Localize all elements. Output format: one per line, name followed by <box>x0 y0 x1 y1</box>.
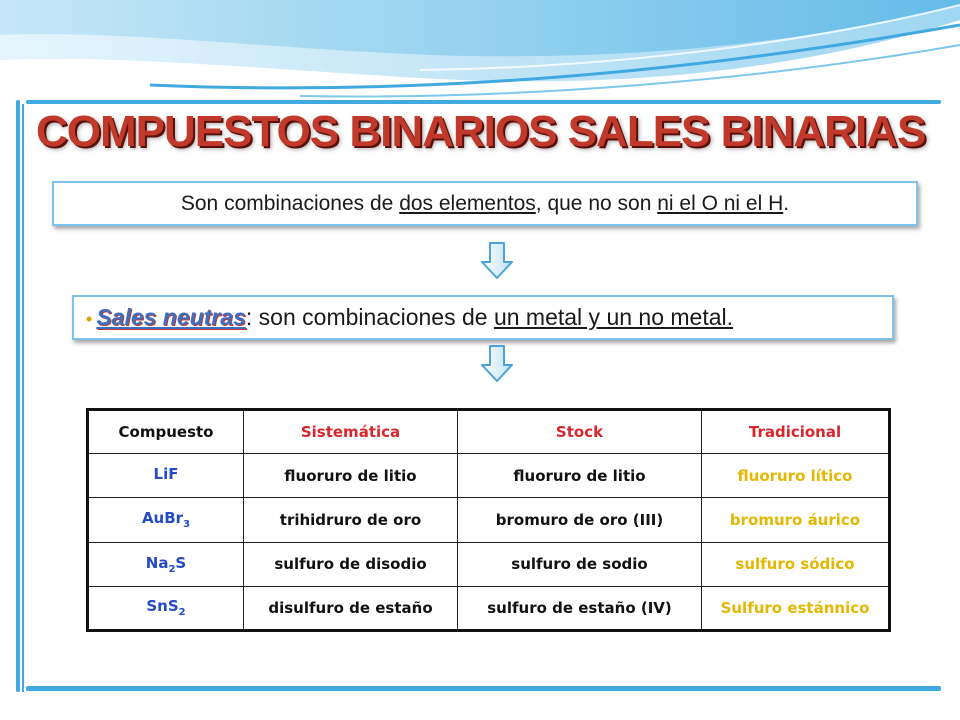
formula-cell: LiF <box>88 454 244 498</box>
table-row <box>88 542 890 586</box>
bullet-point: • <box>86 309 93 329</box>
neutral-salts-text: : son combinaciones de <box>245 304 494 330</box>
definition-text-2: , que no son <box>535 192 658 215</box>
sistematica-cell: sulfuro de disodio <box>244 542 458 586</box>
nomenclature-table <box>86 408 891 632</box>
definition-underline-1: dos elementos <box>399 192 536 215</box>
definition-text-3: . <box>783 192 790 215</box>
definition-underline-2: ni el O ni el H <box>657 192 784 215</box>
neutral-salts-underline: un metal y un no metal. <box>493 304 734 330</box>
stock-cell: sulfuro de estaño (IV) <box>458 586 702 630</box>
tradicional-cell: fluoruro lítico <box>702 454 890 498</box>
neutral-salts-term: Sales neutras <box>96 304 246 330</box>
stock-cell: bromuro de oro (III) <box>458 498 702 542</box>
stock-cell: fluoruro de litio <box>458 454 702 498</box>
neutral-salts-box <box>72 295 894 340</box>
definition-text-1: Son combinaciones de <box>180 192 400 215</box>
sistematica-cell: fluoruro de litio <box>244 454 458 498</box>
formula-cell: $Na_2S$ <box>88 542 244 586</box>
frame-left-line-inner <box>22 104 24 692</box>
table-row <box>88 454 890 498</box>
sistematica-cell: disulfuro de estaño <box>244 586 458 630</box>
stock-cell: sulfuro de sodio <box>458 542 702 586</box>
definition-box <box>52 181 918 226</box>
header-stock: Stock <box>458 410 702 454</box>
tradicional-cell: bromuro áurico <box>702 498 890 542</box>
slide-title: COMPUESTOS BINARIOS SALES BINARIAS <box>36 107 926 156</box>
tradicional-cell: Sulfuro estánnico <box>702 586 890 630</box>
formula-cell: SnS$_2$ <box>88 586 244 630</box>
frame-bottom-line <box>26 686 941 691</box>
table-header-row <box>88 410 890 454</box>
frame-left-line <box>16 100 20 692</box>
header-tradicional: Tradicional <box>702 410 890 454</box>
sistematica-cell: trihidruro de oro <box>244 498 458 542</box>
header-sistematica: Sistemática <box>244 410 458 454</box>
table-row <box>88 586 890 630</box>
formula-cell: AuBr$_3$ <box>88 498 244 542</box>
tradicional-cell: sulfuro sódico <box>702 542 890 586</box>
table-row <box>88 498 890 542</box>
down-arrow-icon <box>480 345 514 383</box>
header-compuesto: Compuesto <box>88 410 244 454</box>
down-arrow-icon <box>480 242 514 280</box>
decorative-waves <box>0 0 960 110</box>
